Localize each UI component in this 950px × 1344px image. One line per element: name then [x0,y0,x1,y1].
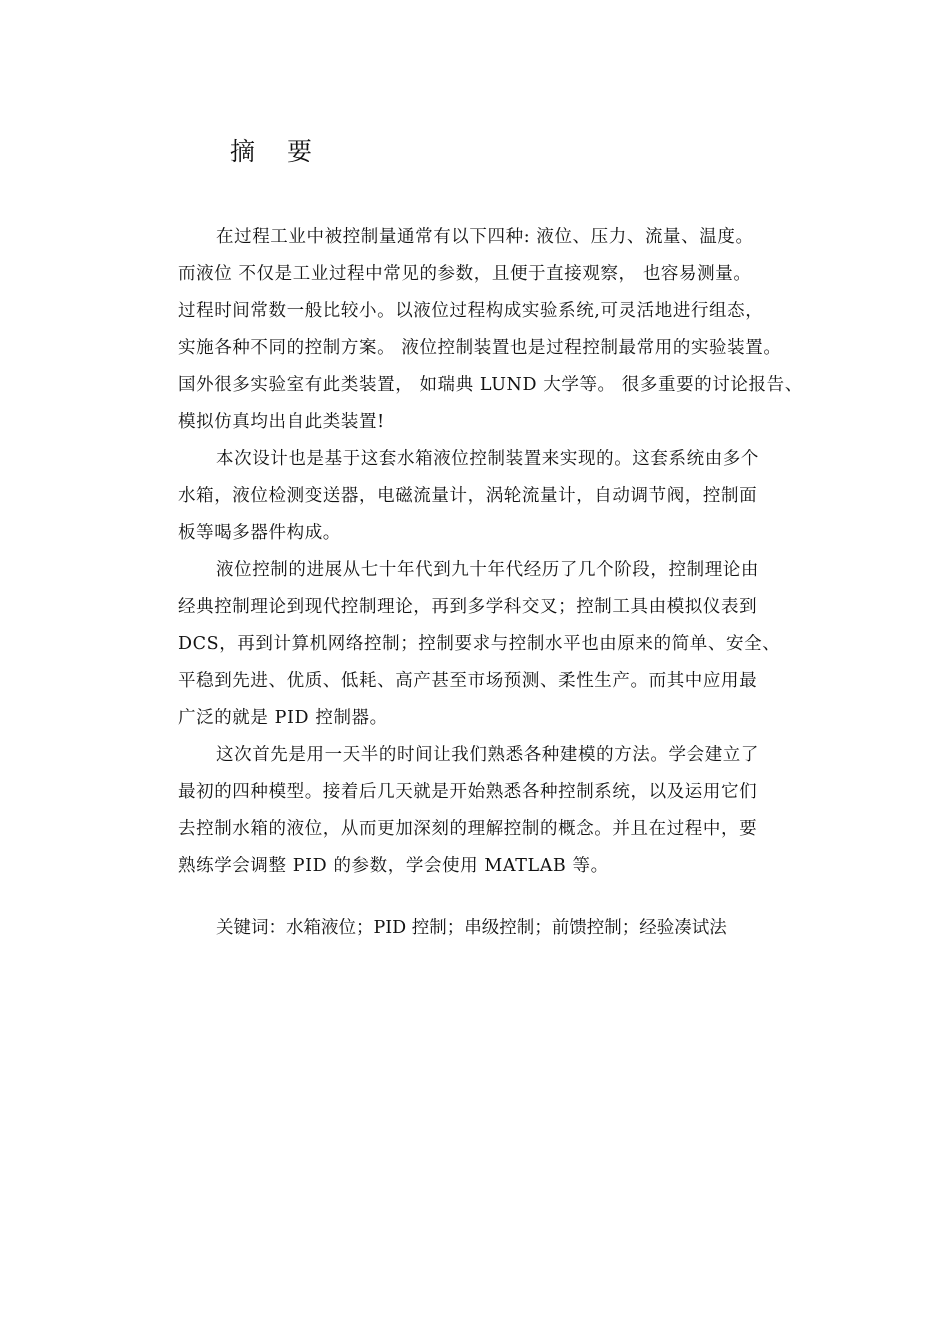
text-line: 经典控制理论到现代控制理论，再到多学科交叉；控制工具由模拟仪表到 [178,597,758,617]
text-line: 国外很多实验室有此类装置， 如瑞典 LUND 大学等。 很多重要的讨论报告、 [178,375,803,395]
keywords-line: 关键词：水箱液位；PID 控制；串级控制；前馈控制；经验凑试法 [216,918,727,938]
paragraph-2 [178,441,818,552]
text-line: 而液位 不仅是工业过程中常见的参数，且便于直接观察， 也容易测量。 [178,264,752,284]
text-line: 广泛的就是 PID 控制器。 [178,708,388,728]
text-line: 最初的四种模型。接着后几天就是开始熟悉各种控制系统，以及运用它们 [178,782,758,802]
text-line: DCS，再到计算机网络控制；控制要求与控制水平也由原来的简单、安全、 [178,634,781,654]
text-line: 本次设计也是基于这套水箱液位控制装置来实现的。这套系统由多个 [216,449,759,469]
abstract-body [178,219,818,885]
abstract-heading: 摘 要 [230,137,324,166]
text-line: 实施各种不同的控制方案。 液位控制装置也是过程控制最常用的实验装置。 [178,338,782,358]
text-line: 这次首先是用一天半的时间让我们熟悉各种建模的方法。学会建立了 [216,745,759,765]
text-line: 过程时间常数一般比较小。以液位过程构成实验系统,可灵活地进行组态， [178,301,764,321]
text-line: 模拟仿真均出自此类装置! [178,412,385,432]
text-line: 去控制水箱的液位，从而更加深刻的理解控制的概念。并且在过程中，要 [178,819,758,839]
text-line: 板等喝多器件构成。 [178,523,341,543]
paragraph-3 [178,552,818,737]
text-line: 液位控制的进展从七十年代到九十年代经历了几个阶段，控制理论由 [216,560,759,580]
paragraph-1 [178,219,818,441]
text-line: 熟练学会调整 PID 的参数，学会使用 MATLAB 等。 [178,856,609,876]
text-line: 在过程工业中被控制量通常有以下四种: 液位、压力、流量、温度。 [216,227,754,247]
paragraph-4 [178,737,818,885]
text-line: 水箱，液位检测变送器，电磁流量计，涡轮流量计，自动调节阀，控制面 [178,486,758,506]
text-line: 平稳到先进、优质、低耗、高产甚至市场预测、柔性生产。而其中应用最 [178,671,758,691]
